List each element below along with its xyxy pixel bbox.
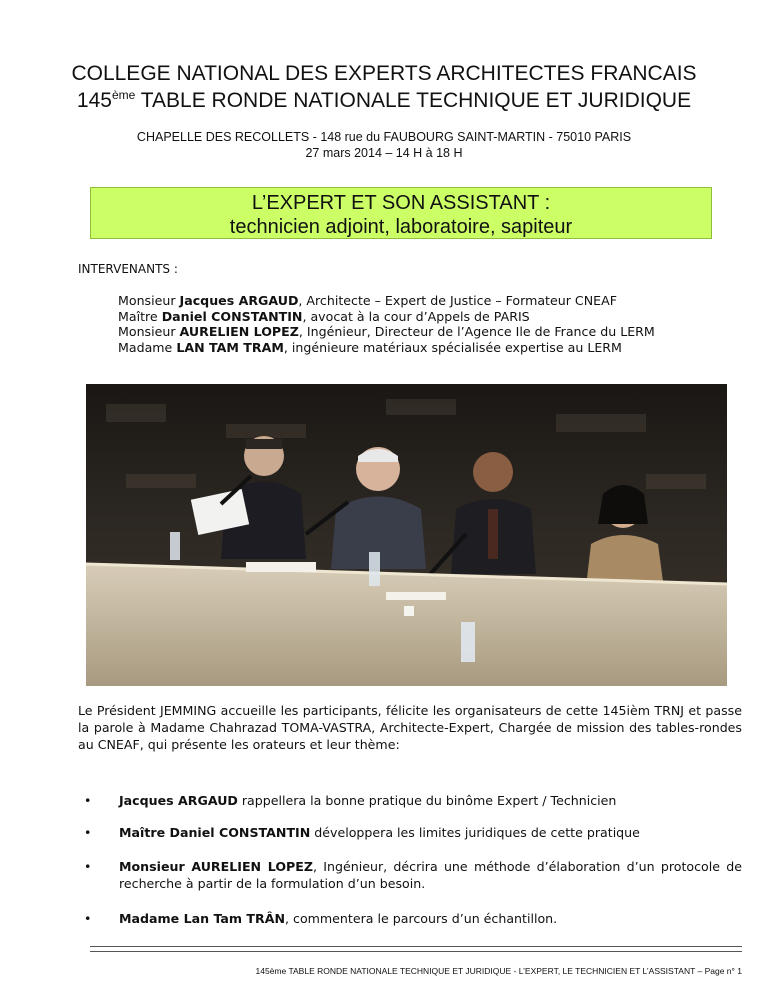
theme-banner	[90, 187, 712, 239]
speaker-line: Maître Daniel CONSTANTIN, avocat à la cour d’Appels de PARIS	[118, 308, 530, 324]
document-title-line1: COLLEGE NATIONAL DES EXPERTS ARCHITECTES FRANCAIS	[71, 62, 697, 85]
footer-divider-top	[90, 946, 742, 947]
title-superscript: ème	[111, 88, 136, 102]
speaker-name: Daniel CONSTANTIN	[161, 308, 303, 324]
event-date: 27 mars 2014 – 14 H à 18 H	[305, 146, 463, 160]
bullet-bold: Maître Daniel CONSTANTIN	[119, 825, 311, 840]
bullet-symbol: •	[84, 793, 92, 808]
bullet-text: rappellera la bonne pratique du binôme Expert / Technicien	[237, 793, 617, 808]
speaker-name: Jacques ARGAUD	[179, 293, 299, 308]
bullet-bold: Monsieur AURELIEN LOPEZ	[119, 859, 314, 874]
speakers-heading: INTERVENANTS :	[78, 262, 178, 276]
footer-divider-bottom	[90, 951, 742, 952]
intro-paragraph: Le Président JEMMING accueille les participants, félicite les organisateurs de cette 145ièm TRNJ et passe la parole à Madame Chahrazad TOMA-VASTRA, Architecte-Expert, Chargée de mission des tables-rondes au CNEAF, qui présente les orateurs et leur thème:	[78, 703, 742, 752]
panel-photo-illustration	[86, 384, 727, 686]
speaker-line: Madame LAN TAM TRAM, ingénieure matériaux spécialisée expertise au LERM	[118, 339, 622, 355]
bullet-bold: Madame Lan Tam TRÂN	[119, 911, 286, 926]
bullet-bold: Jacques ARGAUD	[119, 793, 238, 808]
speaker-name: LAN TAM TRAM	[176, 339, 284, 355]
speakers-list	[118, 293, 655, 355]
title-number: 145	[76, 89, 112, 112]
title-rest: TABLE RONDE NATIONALE TECHNIQUE ET JURIDIQUE	[135, 89, 692, 112]
venue-address: CHAPELLE DES RECOLLETS - 148 rue du FAUBOURG SAINT-MARTIN - 75010 PARIS	[136, 130, 632, 144]
bullet-text: développera les limites juridiques de cette pratique	[310, 825, 640, 840]
bullet-symbol: •	[84, 911, 92, 926]
bullet-symbol: •	[84, 825, 92, 840]
bullet-text: , commentera le parcours d’un échantillon.	[285, 911, 558, 926]
panel-photo	[86, 384, 727, 686]
theme-title: L’EXPERT ET SON ASSISTANT :	[251, 192, 551, 214]
speaker-name: AURELIEN LOPEZ	[179, 324, 299, 339]
bullet-text: , Ingénieur, décrira une méthode d’élaboration d’un protocole de recherche à partir de la formulation d’un besoin.	[119, 859, 742, 891]
speaker-line: Monsieur AURELIEN LOPEZ, Ingénieur, Directeur de l’Agence Ile de France du LERM	[118, 324, 655, 339]
page-footer: 145ème TABLE RONDE NATIONALE TECHNIQUE ET JURIDIQUE - L’EXPERT, LE TECHNICIEN ET L’ASSISTANT – Page n° 1	[255, 966, 742, 976]
theme-subtitle: technicien adjoint, laboratoire, sapiteur	[229, 216, 573, 238]
bullet-symbol: •	[84, 859, 92, 874]
speaker-line: Monsieur Jacques ARGAUD, Architecte – Expert de Justice – Formateur CNEAF	[118, 293, 617, 308]
document-title-line2	[0, 88, 768, 113]
